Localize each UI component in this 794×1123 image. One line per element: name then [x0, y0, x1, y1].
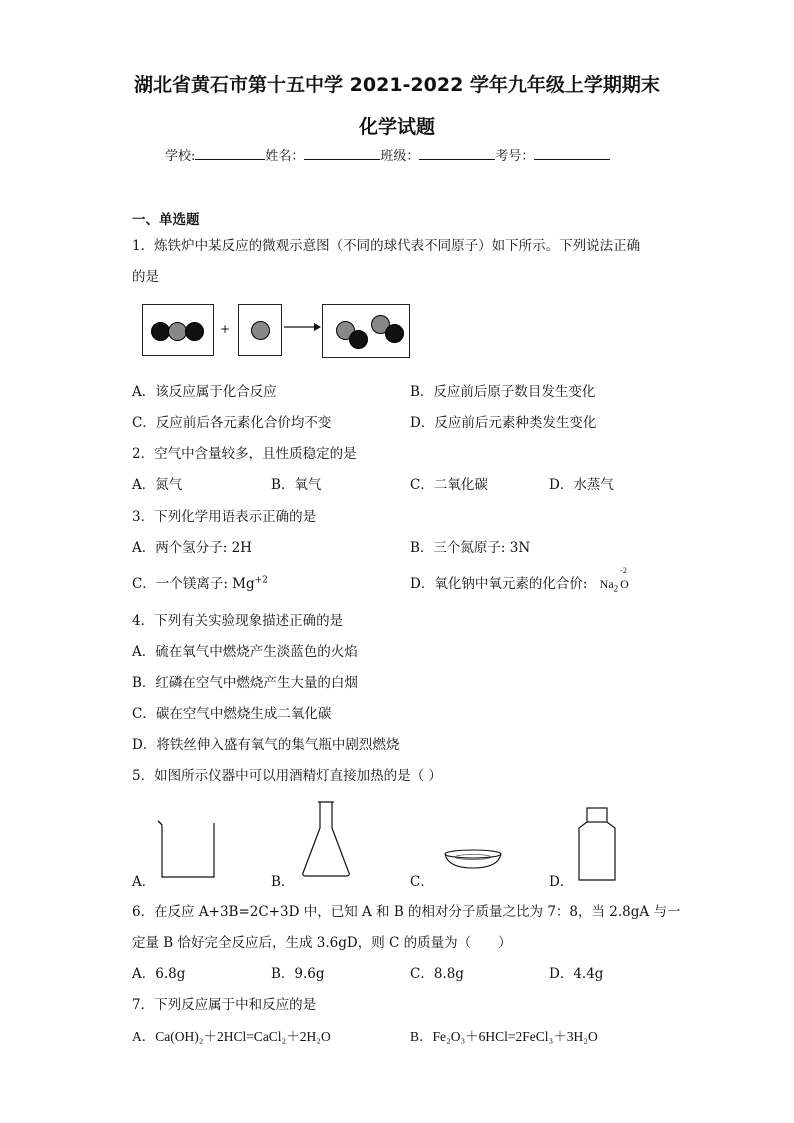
q6-option-d[interactable]: D．4.4g	[549, 966, 604, 982]
q1-stem-line2: 的是	[132, 269, 159, 285]
q5-option-d[interactable]: D．	[549, 874, 574, 890]
q2-option-b[interactable]: B．氧气	[271, 477, 322, 493]
q6-stem-line2: 定量 B 恰好完全反应后，生成 3.6gD，则 C 的质量为（ ）	[132, 935, 512, 951]
product-box	[322, 304, 410, 358]
reactant-box-1	[142, 304, 214, 356]
q4-option-a[interactable]: A．硫在氧气中燃烧产生淡蓝色的火焰	[132, 644, 358, 660]
reactant-box-2	[238, 304, 282, 356]
exam-no-blank[interactable]	[534, 146, 610, 160]
oxygen-symbol: O	[620, 577, 629, 591]
atom-gray	[251, 321, 270, 340]
school-label: 学校:	[165, 149, 196, 164]
sodium-symbol: Na	[599, 577, 614, 591]
q4-option-c[interactable]: C．碳在空气中燃烧生成二氧化碳	[132, 706, 332, 722]
q6-stem-line1: 6．在反应 A+3B=2C+3D 中，已知 A 和 B 的相对分子质量之比为 7：8，当 2.8gA 与一	[132, 904, 681, 920]
q4-option-b[interactable]: B．红磷在空气中燃烧产生大量的白烟	[132, 675, 358, 691]
exam-title-line1: 湖北省黄石市第十五中学 2021-2022 学年九年级上学期期末	[134, 74, 660, 96]
q6-option-a[interactable]: A．6.8g	[132, 966, 186, 982]
beaker-icon	[153, 815, 219, 881]
q3-option-c-label: C．一个镁离子: Mg	[132, 576, 255, 592]
q5-option-c[interactable]: C．	[410, 874, 434, 890]
q3-option-b[interactable]: B．三个氮原子: 3N	[410, 540, 531, 556]
reaction-arrow-icon	[282, 320, 322, 334]
exam-no-label: 考号：	[495, 149, 535, 164]
q1-stem-line1: 1．炼铁炉中某反应的微观示意图（不同的球代表不同原子）如下所示。下列说法正确	[132, 238, 641, 254]
info-line	[165, 145, 610, 164]
q3-option-c[interactable]	[132, 572, 268, 592]
q7-option-a[interactable]: A．Ca(OH)₂＋2HCl=CaCl₂＋2H₂O	[132, 1029, 331, 1044]
evaporating-dish-icon	[440, 846, 506, 874]
q4-option-d[interactable]: D．将铁丝伸入盛有氧气的集气瓶中剧烈燃烧	[132, 737, 400, 753]
atom-dark	[385, 324, 404, 343]
sodium-subscript: 2	[613, 583, 619, 594]
q7-stem: 7．下列反应属于中和反应的是	[132, 997, 317, 1013]
q2-option-a[interactable]: A．氮气	[132, 477, 183, 493]
q1-option-b[interactable]: B．反应前后原子数目发生变化	[410, 384, 596, 400]
reagent-bottle-icon	[575, 806, 619, 884]
q7-option-b[interactable]: B．Fe₂O₃＋6HCl=2FeCl₃＋3H₂O	[410, 1029, 598, 1044]
q6-option-c[interactable]: C．8.8g	[410, 966, 464, 982]
q3-option-d[interactable]	[410, 566, 629, 594]
conical-flask-icon	[298, 798, 354, 880]
q3-option-d-formula	[599, 566, 629, 594]
q3-option-a[interactable]: A．两个氢分子: 2H	[132, 540, 252, 556]
q2-option-d[interactable]: D．水蒸气	[549, 477, 614, 493]
atom-dark	[349, 330, 368, 349]
name-blank[interactable]	[304, 146, 380, 160]
class-blank[interactable]	[419, 146, 495, 160]
school-blank[interactable]	[195, 146, 265, 160]
q3-option-d-label: D．氧化钠中氧元素的化合价:	[410, 576, 588, 592]
q6-option-b[interactable]: B．9.6g	[271, 966, 325, 982]
plus-sign: +	[220, 322, 231, 336]
section-title: 一、单选题	[132, 212, 200, 228]
q3-stem: 3．下列化学用语表示正确的是	[132, 509, 317, 525]
oxygen-group	[620, 566, 629, 591]
atom-dark	[185, 322, 204, 341]
q1-option-a[interactable]: A．该反应属于化合反应	[132, 384, 277, 400]
q2-stem: 2．空气中含量较多，且性质稳定的是	[132, 446, 357, 462]
q4-stem: 4．下列有关实验现象描述正确的是	[132, 613, 344, 629]
class-label: 班级：	[380, 149, 420, 164]
q1-option-c[interactable]: C．反应前后各元素化合价均不变	[132, 415, 332, 431]
q5-stem: 5．如图所示仪器中可以用酒精灯直接加热的是（ ）	[132, 768, 442, 784]
q1-option-d[interactable]: D．反应前后元素种类发生变化	[410, 415, 597, 431]
q3-option-c-charge: +2	[254, 575, 268, 586]
oxygen-valence: -2	[620, 566, 627, 575]
exam-title-line2: 化学试题	[358, 116, 435, 138]
name-label: 姓名：	[265, 149, 305, 164]
q2-option-c[interactable]: C．二氧化碳	[410, 477, 488, 493]
q5-option-b[interactable]: B．	[271, 874, 295, 890]
q5-option-a[interactable]: A．	[132, 874, 156, 890]
